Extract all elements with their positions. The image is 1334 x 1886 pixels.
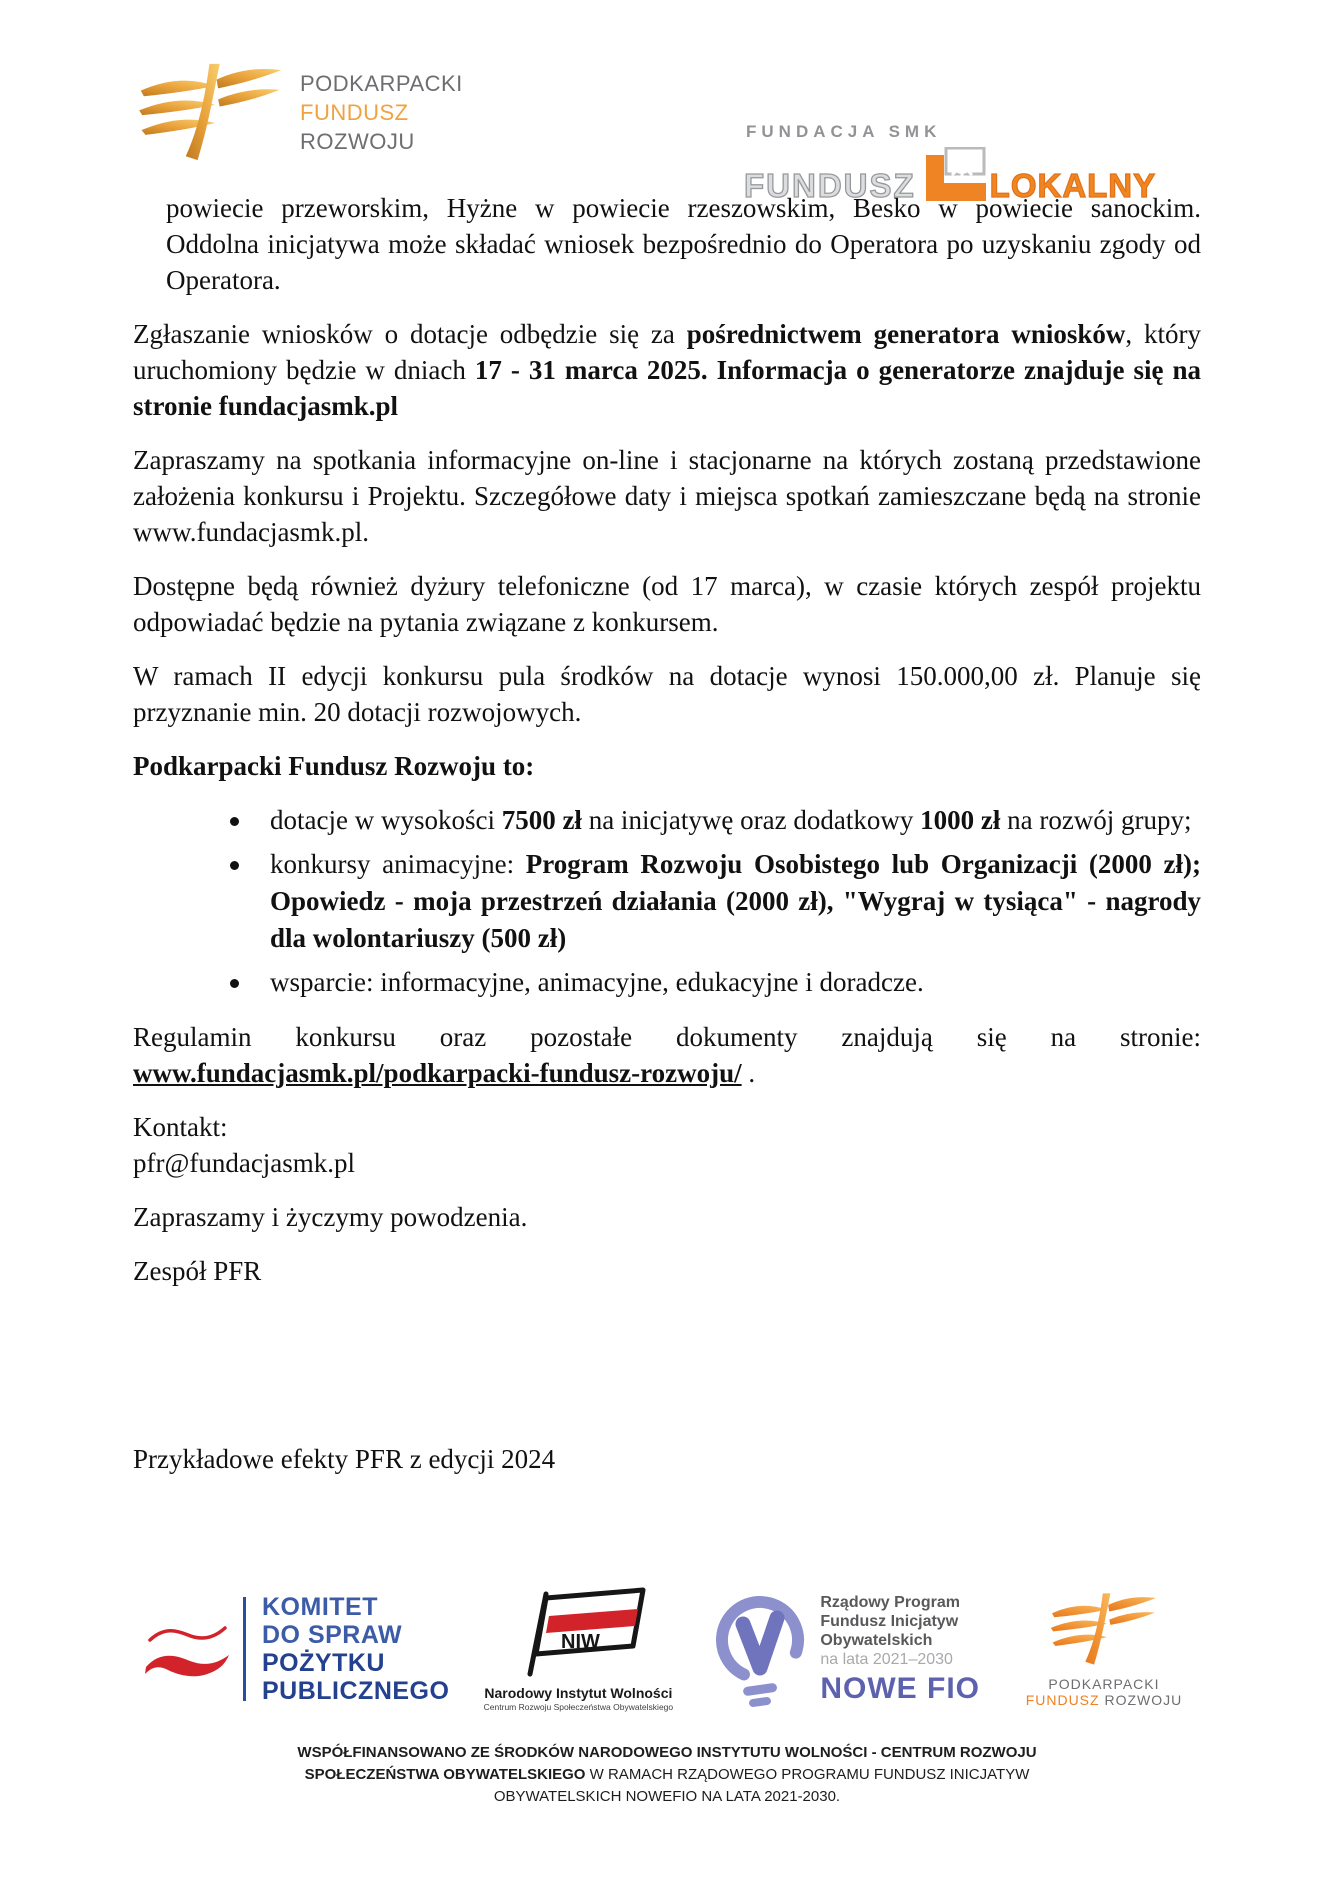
list-item-support bbox=[133, 964, 1201, 1001]
pfr-footer-word-gray: ROZWOJU bbox=[1104, 1691, 1183, 1708]
fio-program-line3: Obywatelskich bbox=[820, 1631, 933, 1649]
niw-abbr-text: NIW bbox=[561, 1631, 601, 1653]
document-body bbox=[133, 190, 1201, 1495]
text-segment-bold: 7500 zł bbox=[501, 805, 582, 835]
pfr-footer-line1: PODKARPACKI bbox=[1048, 1675, 1160, 1692]
regulations-link[interactable]: www.fundacjasmk.pl/podkarpacki-fundusz-rozwoju/ bbox=[133, 1058, 742, 1088]
fio-text bbox=[820, 1593, 980, 1706]
funding-note-regular: W RAMACH RZĄDOWEGO PROGRAMU FUNDUSZ INICJATYW OBYWATELSKICH NOWEFIO NA LATA 2021-2030. bbox=[493, 1766, 1030, 1805]
text-segment-bold: Program Rozwoju Osobistego lub Organizacji (2000 zł); Opowiedz - moja przestrzeń działania (2000 zł), "Wygraj w tysiąca" - nagrody dla wolontariuszy (500 zł) bbox=[270, 849, 1201, 953]
funding-note bbox=[0, 1742, 1334, 1808]
nowe-fio-logo bbox=[707, 1588, 980, 1710]
paragraph-generator bbox=[133, 316, 1201, 424]
smk-fundusz-label: FUNDUSZ bbox=[744, 167, 916, 204]
email-text: pfr@fundacjasmk.pl bbox=[133, 1148, 356, 1178]
fio-program-line2: Fundusz Inicjatyw bbox=[820, 1612, 959, 1630]
text-segment: . bbox=[741, 1058, 756, 1088]
fio-years: na lata 2021–2030 bbox=[820, 1650, 953, 1668]
footer-logos bbox=[140, 1578, 1194, 1720]
pfr-logo-line2: FUNDUSZ bbox=[300, 99, 409, 125]
polish-flag-icon bbox=[140, 1612, 235, 1687]
examples-caption: Przykładowe efekty PFR z edycji 2024 bbox=[133, 1444, 556, 1474]
list-item-contests bbox=[133, 846, 1201, 957]
text-segment: wsparcie: informacyjne, animacyjne, edukacyjne i doradcze. bbox=[270, 967, 924, 997]
list-item-grants bbox=[133, 802, 1201, 839]
benefits-list bbox=[133, 802, 1201, 1001]
pfr-footer-logo bbox=[1014, 1591, 1194, 1708]
pfr-logo-line1: PODKARPACKI bbox=[300, 70, 463, 96]
divider bbox=[243, 1597, 246, 1701]
niw-subtitle: Centrum Rozwoju Społeczeństwa Obywatelskiego bbox=[483, 1702, 674, 1712]
komitet-line1: KOMITET bbox=[262, 1593, 378, 1621]
komitet-line4: PUBLICZNEGO bbox=[262, 1677, 450, 1705]
pfr-logo-line3: ROZWOJU bbox=[300, 128, 415, 154]
komitet-logo bbox=[140, 1593, 449, 1705]
text-segment: na rozwój grupy; bbox=[1000, 805, 1192, 835]
komitet-line3: POŻYTKU bbox=[262, 1649, 385, 1677]
contact-label: Kontakt: bbox=[133, 1112, 228, 1142]
pfr-wings-icon bbox=[1045, 1591, 1163, 1667]
text-segment-bold: pośrednictwem generatora wniosków bbox=[686, 319, 1126, 349]
closing-text: Zapraszamy i życzymy powodzenia. bbox=[133, 1202, 528, 1232]
text-segment-bold: 1000 zł bbox=[920, 805, 1001, 835]
komitet-line2: DO SPRAW bbox=[262, 1621, 403, 1649]
pfr-logo-text bbox=[300, 69, 463, 156]
paragraph-meetings: Zapraszamy na spotkania informacyjne on-line i stacjonarne na których zostaną przedstawione założenia konkursu i Projektu. Szczegółowe daty i miejsca spotkań zamieszczane będą na stronie www.fundacjasmk.pl. bbox=[133, 445, 1201, 547]
paragraph-phone-duty: Dostępne będą również dyżury telefoniczne (od 17 marca), w czasie których zespół projektu odpowiadać będzie na pytania związane z konkursem. bbox=[133, 571, 1201, 637]
niw-flag-icon bbox=[503, 1586, 653, 1678]
smk-lokalny-label: LOKALNY bbox=[989, 167, 1157, 204]
paragraph-budget: W ramach II edycji konkursu pula środków na dotacje wynosi 150.000,00 zł. Planuje się przyznanie min. 20 dotacji rozwojowych. bbox=[133, 661, 1201, 727]
text-segment: Zgłaszanie wniosków o dotacje odbędzie się za bbox=[133, 319, 687, 349]
paragraph-operator: powiecie przeworskim, Hyżne w powiecie rzeszowskim, Besko w powiecie sanockim. Oddolna inicjatywa może składać wniosek bezpośrednio do Operatora po uzyskaniu zgody od Operatora. bbox=[166, 193, 1201, 295]
pfr-footer-word-orange: FUNDUSZ bbox=[1025, 1691, 1100, 1708]
text-segment: Regulamin konkursu oraz pozostałe dokumenty znajdują się na stronie: bbox=[133, 1022, 1201, 1052]
niw-logo bbox=[483, 1586, 673, 1712]
text-segment: dotacje w wysokości bbox=[270, 805, 502, 835]
section-heading: Podkarpacki Fundusz Rozwoju to: bbox=[133, 751, 535, 781]
komitet-text bbox=[262, 1593, 449, 1705]
text-segment-bold: 17 - 31 marca 2025. Informacja o generatorze znajduje się na stronie fundacjasmk.pl bbox=[133, 355, 1201, 421]
text-segment: , który uruchomiony będzie w dniach bbox=[133, 319, 1202, 385]
text-segment: na inicjatywę oraz dodatkowy bbox=[581, 805, 921, 835]
paragraph-regulations bbox=[133, 1019, 1201, 1091]
signature-text: Zespół PFR bbox=[133, 1256, 262, 1286]
niw-name: Narodowy Instytut Wolności bbox=[484, 1685, 673, 1701]
contact-block bbox=[133, 1109, 1201, 1181]
text-segment: konkursy animacyjne: bbox=[270, 849, 526, 879]
smk-foundation-label: FUNDACJA SMK bbox=[746, 122, 942, 141]
fio-name: NOWE FIO bbox=[820, 1671, 981, 1705]
lightbulb-icon bbox=[707, 1588, 812, 1710]
pfr-logo bbox=[136, 58, 463, 166]
fio-program-line1: Rządowy Program bbox=[820, 1593, 960, 1611]
funding-note-bold: WSPÓŁFINANSOWANO ZE ŚRODKÓW NARODOWEGO INSTYTUTU WOLNOŚCI - CENTRUM ROZWOJU SPOŁECZEŃSTWA OBYWATELSKIEGO bbox=[297, 1744, 1037, 1783]
pfr-wings-icon bbox=[136, 58, 286, 166]
pfr-footer-line2 bbox=[1014, 1692, 1194, 1708]
